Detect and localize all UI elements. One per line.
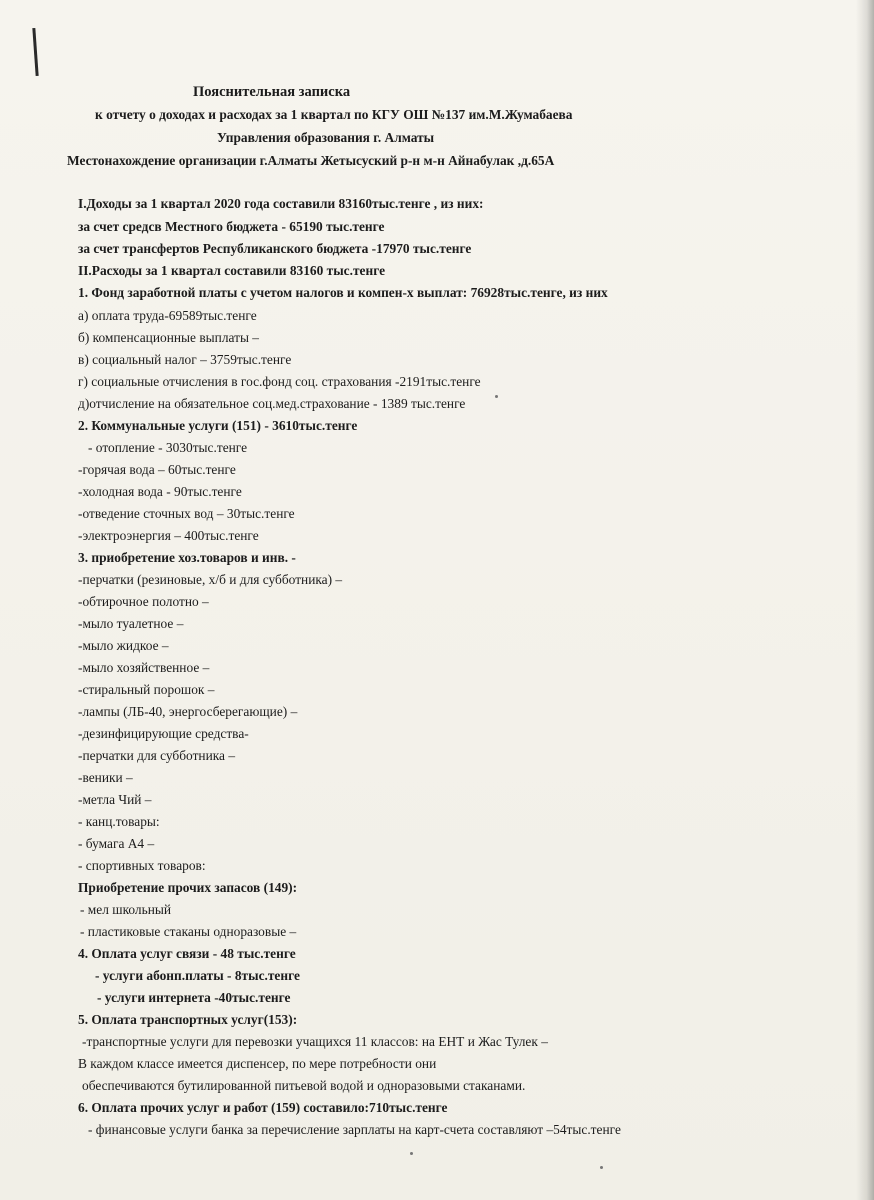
section-4-header: 4. Оплата услуг связи - 48 тыс.тенге xyxy=(78,946,296,961)
scan-speck xyxy=(600,1166,603,1169)
section-1-item: г) социальные отчисления в гос.фонд соц. страхования -2191тыс.тенге xyxy=(78,374,481,389)
section-3-item: -мыло туалетное – xyxy=(78,616,184,631)
scan-shadow-edge xyxy=(856,0,874,1200)
section-1-item: а) оплата труда-69589тыс.тенге xyxy=(78,308,257,323)
section-3-header: 3. приобретение хоз.товаров и инв. - xyxy=(78,550,296,565)
scan-speck xyxy=(495,395,498,398)
section-3-item: - канц.товары: xyxy=(78,814,160,829)
income-local-budget: за счет средсв Местного бюджета - 65190 тыс.тенге xyxy=(78,219,385,234)
section-5-item: обеспечиваются бутилированной питьевой водой и одноразовыми стаканами. xyxy=(82,1078,526,1093)
section-1-header: 1. Фонд заработной платы с учетом налогов и компен-х выплат: 76928тыс.тенге, из них xyxy=(78,285,608,300)
section-3-item: -перчатки (резиновые, х/б и для субботника) – xyxy=(78,572,343,587)
section-3-item: - бумага А4 – xyxy=(78,836,155,851)
other-stock-item: - мел школьный xyxy=(80,902,172,917)
section-4-item: - услуги абонп.платы - 8тыс.тенге xyxy=(95,968,300,983)
scan-speck xyxy=(410,1152,413,1155)
organization-location: Местонахождение организации г.Алматы Жетысуский р-н м-н Айнабулак ,д.65А xyxy=(67,153,555,168)
section-3-item: -перчатки для субботника – xyxy=(78,748,236,763)
income-transfers: за счет трансфертов Республиканского бюджета -17970 тыс.тенге xyxy=(78,241,472,256)
income-header: I.Доходы за 1 квартал 2020 года составили 83160тыс.тенге , из них: xyxy=(78,196,484,211)
section-1-item: в) социальный налог – 3759тыс.тенге xyxy=(78,352,292,367)
document-title: Пояснительная записка xyxy=(193,84,351,100)
section-2-item: -электроэнергия – 400тыс.тенге xyxy=(78,528,259,543)
section-5-item: В каждом классе имеется диспенсер, по мере потребности они xyxy=(78,1056,437,1071)
section-3-item: - спортивных товаров: xyxy=(78,858,206,873)
section-2-header: 2. Коммунальные услуги (151) - 3610тыс.тенге xyxy=(78,418,358,433)
document-subtitle-1: к отчету о доходах и расходах за 1 квартал по КГУ ОШ №137 им.М.Жумабаева xyxy=(95,107,573,122)
section-3-item: -дезинфицирующие средства- xyxy=(78,726,249,741)
section-2-item: -холодная вода - 90тыс.тенге xyxy=(78,484,242,499)
section-2-item: -отведение сточных вод – 30тыс.тенге xyxy=(78,506,295,521)
section-6-item: - финансовые услуги банка за перечисление зарплаты на карт-счета составляют –54тыс.тенге xyxy=(88,1122,621,1137)
section-2-item: - отопление - 3030тыс.тенге xyxy=(88,440,248,455)
other-stock-item: - пластиковые стаканы одноразовые – xyxy=(80,924,297,939)
document-subtitle-2: Управления образования г. Алматы xyxy=(217,130,435,145)
expenses-header: II.Расходы за 1 квартал составили 83160 тыс.тенге xyxy=(78,263,386,278)
section-1-item: б) компенсационные выплаты – xyxy=(78,330,259,345)
section-3-item: -мыло жидкое – xyxy=(78,638,169,653)
section-3-item: -веники – xyxy=(78,770,133,785)
section-3-item: -обтирочное полотно – xyxy=(78,594,209,609)
section-3-item: -метла Чий – xyxy=(78,792,152,807)
section-4-item: - услуги интернета -40тыс.тенге xyxy=(97,990,291,1005)
section-1-item: д)отчисление на обязательное соц.мед.страхование - 1389 тыс.тенге xyxy=(78,396,466,411)
section-5-item: -транспортные услуги для перевозки учащихся 11 классов: на ЕНТ и Жас Тулек – xyxy=(82,1034,548,1049)
section-5-header: 5. Оплата транспортных услуг(153): xyxy=(78,1012,298,1027)
section-6-header: 6. Оплата прочих услуг и работ (159) составило:710тыс.тенге xyxy=(78,1100,448,1115)
section-3-item: -стиральный порошок – xyxy=(78,682,215,697)
section-2-item: -горячая вода – 60тыс.тенге xyxy=(78,462,236,477)
section-3-item: -мыло хозяйственное – xyxy=(78,660,210,675)
other-stock-header: Приобретение прочих запасов (149): xyxy=(78,880,298,895)
pen-mark xyxy=(32,28,38,76)
section-3-item: -лампы (ЛБ-40, энергосберегающие) – xyxy=(78,704,298,719)
